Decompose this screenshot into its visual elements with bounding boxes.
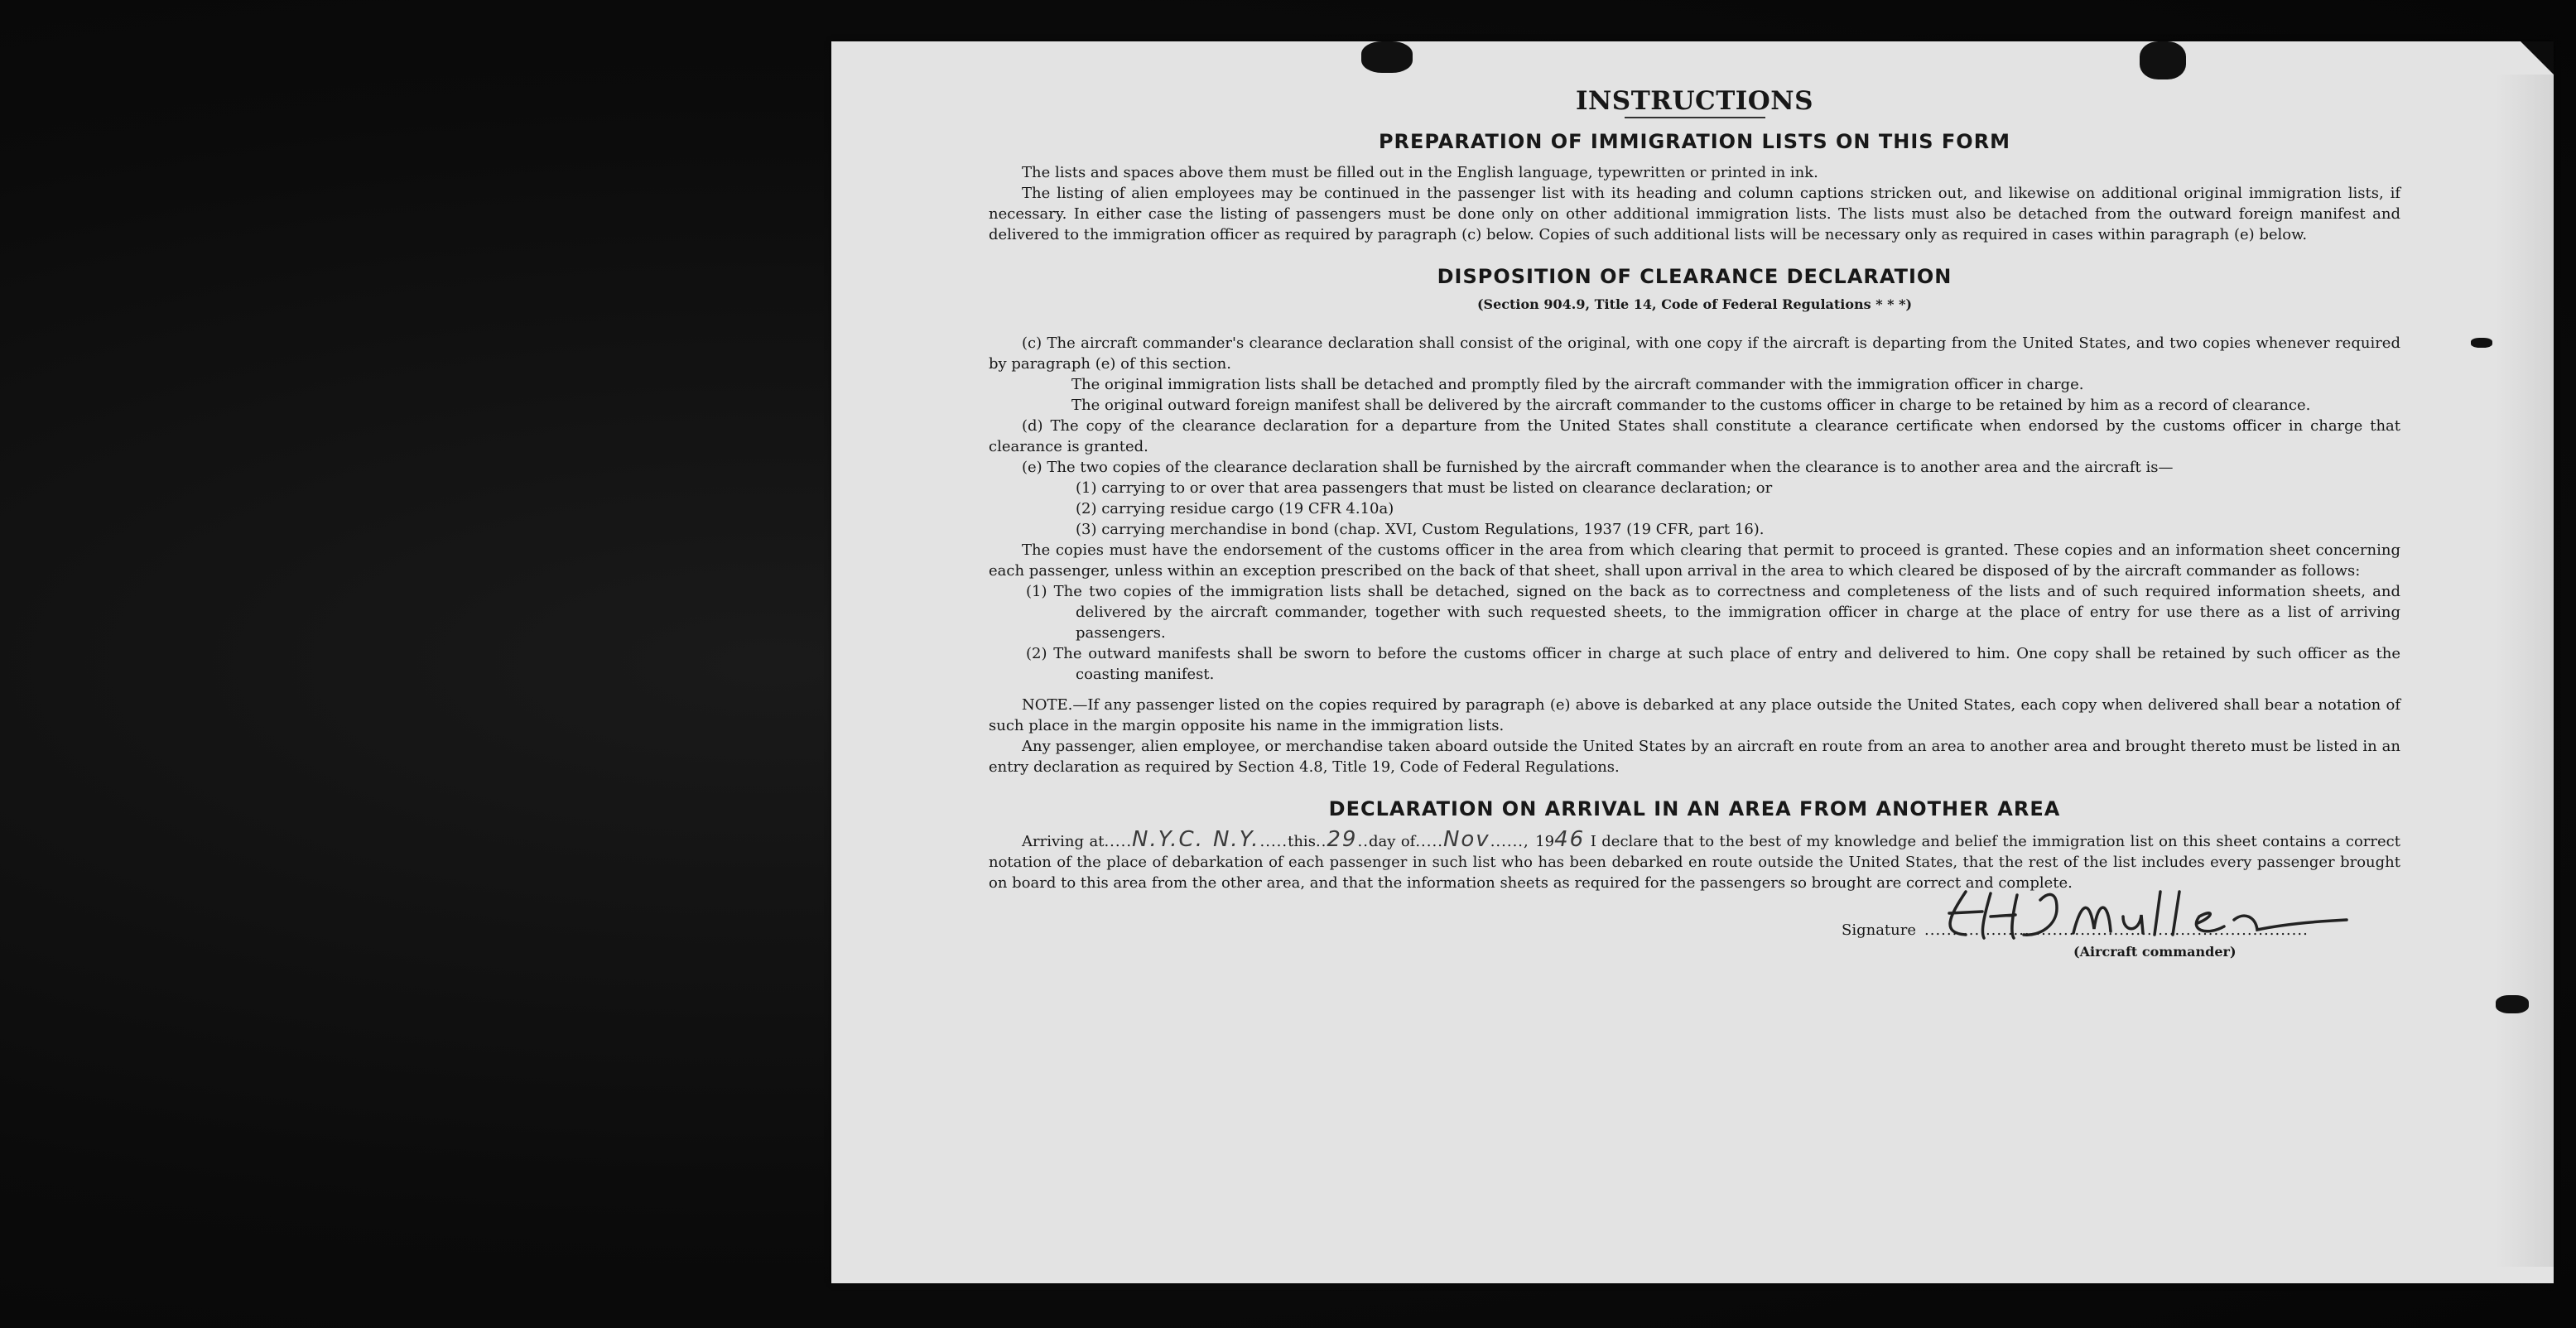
paragraph: The listing of alien employees may be continued in the passenger list with its heading and column captions stricken out, and likewise on additional original immigration lists, if necessary. In either case the listing of passengers must be done only on other additional immigration lists. The lists must also be detached from the outward foreign manifest and delivered to the immigration officer as required by paragraph (c) below. Copies of such additional lists will be necessary only as required in cases within paragraph (e) below.	[989, 185, 2400, 243]
note-paragraph: NOTE.—If any passenger listed on the copies required by paragraph (e) above is debarked at any place outside the United States, each copy when delivered shall bear a notation of such place in the margin opposite his name in the immigration lists.	[989, 696, 2400, 734]
paragraph: Any passenger, alien employee, or merchandise taken aboard outside the United States by an aircraft en route from an area to another area and brought thereto must be listed in an entry declaration as required by Section 4.8, Title 19, Code of Federal Regulations.	[989, 738, 2400, 776]
page-edge-shadow	[2496, 75, 2554, 1267]
corner-fold	[2521, 41, 2554, 75]
section-heading-declaration: DECLARATION ON ARRIVAL IN AN AREA FROM ANOTHER AREA	[1328, 797, 2061, 820]
title-underline	[1625, 117, 1765, 118]
paragraph: The original outward foreign manifest shall be delivered by the aircraft commander to the customs officer in charge to be retained by him as a record of clearance.	[1071, 397, 2311, 414]
paragraph-e: (e) The two copies of the clearance declaration shall be furnished by the aircraft commander when the clearance is to another area and the aircraft is—	[1022, 459, 2174, 476]
side-clip-mark-bottom	[2496, 995, 2529, 1013]
signature-line: .....................................................................	[1924, 921, 2309, 939]
list-item: (2) carrying residue cargo (19 CFR 4.10a)	[1076, 500, 1394, 517]
arriving-at-label: Arriving at	[1022, 833, 1105, 850]
section-subheading-citation: (Section 904.9, Title 14, Code of Federal Regulations * * *)	[1476, 296, 1913, 312]
signature-block	[989, 902, 2400, 968]
document-sheet	[831, 41, 2554, 1283]
day-of-label: day of	[1368, 833, 1416, 850]
page-title: INSTRUCTIONS	[1575, 86, 1814, 116]
this-label: this	[1288, 833, 1316, 850]
year-prefix: 19	[1535, 833, 1555, 850]
binder-hole-right	[2140, 41, 2186, 79]
list-item: (2) The outward manifests shall be sworn to before the customs officer in charge at such place of entry and delivered to him. One copy shall be retained by such officer as the coasting manifest.	[1026, 645, 2400, 683]
handwritten-place: N.Y.C. N.Y.	[1132, 827, 1260, 852]
paragraph: The lists and spaces above them must be filled out in the English language, typewritten or printed in ink.	[1022, 164, 1818, 181]
binder-hole-left	[1361, 41, 1413, 73]
declaration-paragraph: Arriving at.....N.Y.C. N.Y......this..29..day of.....Nov......, 1946 I declare that to the best of my knowledge and belief the immigration list on this sheet contains a correct notation of the place of debarkation of each passenger in such list who has been debarked en route outside the United States, that the rest of the list includes every passenger brought on board to this area from the other area, and that the information sheets as required for the passengers so brought are correct and complete.	[989, 827, 2400, 892]
list-item: (3) carrying merchandise in bond (chap. XVI, Custom Regulations, 1937 (19 CFR, part 16).	[1076, 521, 1765, 538]
section-heading-disposition: DISPOSITION OF CLEARANCE DECLARATION	[1437, 265, 1952, 288]
list-item: (1) carrying to or over that area passengers that must be listed on clearance declaration; or	[1076, 479, 1773, 497]
handwritten-signature	[1933, 883, 2363, 950]
signature-label: Signature	[1842, 921, 1917, 939]
signature-caption: (Aircraft commander)	[2073, 944, 2237, 960]
instructions-content	[989, 86, 2400, 968]
paragraph: The original immigration lists shall be detached and promptly filed by the aircraft commander with the immigration officer in charge.	[1071, 376, 2084, 393]
side-clip-mark-top	[2471, 338, 2492, 348]
handwritten-month: Nov	[1442, 827, 1490, 852]
handwritten-year: 46	[1554, 827, 1586, 852]
list-item: (1) The two copies of the immigration lists shall be detached, signed on the back as to correctness and completeness of the lists and of such required information sheets, and delivered by the aircraft commander, together with such requested sheets, to the immigration officer in charge at the place of entry for use there as a list of arriving passengers.	[1026, 583, 2400, 642]
handwritten-day: 29	[1327, 827, 1358, 852]
declaration-statement: I declare that to the best of my knowledge and belief the immigration list on this sheet contains a correct notation of the place of debarkation of each passenger in such list who has been debarked en route outside the United States, that the rest of the list includes every passenger brought on board to this area from the other area, and that the information sheets as required for the passengers so brought are correct and complete.	[989, 833, 2400, 892]
paragraph-d: (d) The copy of the clearance declaration for a departure from the United States shall constitute a clearance certificate when endorsed by the customs officer in charge that clearance is granted.	[989, 417, 2400, 455]
paragraph: The copies must have the endorsement of the customs officer in the area from which clearing that permit to proceed is granted. These copies and an information sheet concerning each passenger, unless within an exception prescribed on the back of that sheet, shall upon arrival in the area to which cleared be disposed of by the aircraft commander as follows:	[989, 541, 2400, 580]
paragraph-c: (c) The aircraft commander's clearance declaration shall consist of the original, with one copy if the aircraft is departing from the United States, and two copies whenever required by paragraph (e) of this section.	[989, 334, 2400, 373]
section-heading-preparation: PREPARATION OF IMMIGRATION LISTS ON THIS FORM	[1378, 130, 2011, 153]
